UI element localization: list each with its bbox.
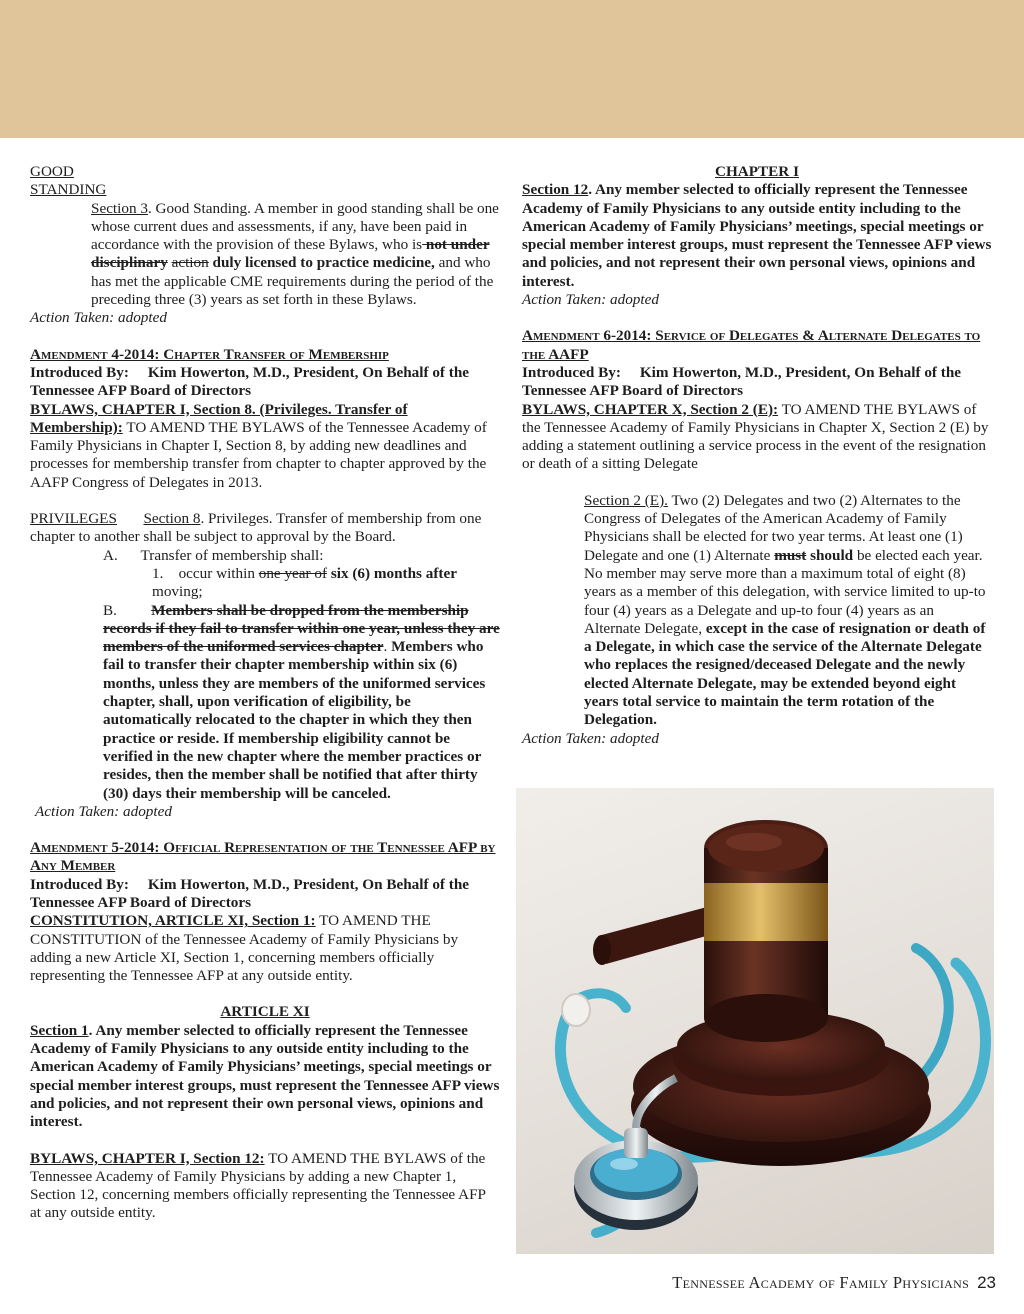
chapter-i-section-12: Section 12. Any member selected to officially represent the Tennessee Academy of Family Physicians to any outside entity including to the American Academy of Family Physicians’ meetings, special meetings or special member interest groups, must represent the Tennessee AFP views and policies, and not represent their own personal views, opinions and interest.	[522, 181, 992, 290]
amendment-6-title: Amendment 6-2014: Service of Delegates & Alternate Delegates to the AAFP	[522, 327, 981, 363]
added-text: duly licensed to practice medicine,	[208, 254, 435, 272]
struck-text: one year of	[258, 564, 328, 582]
section-3-label: Section 3	[91, 199, 148, 217]
amendment-4-intro: Introduced By: Kim Howerton, M.D., President, On Behalf of the Tennessee AFP Board of Directors	[30, 363, 470, 400]
amendment-6-intro: Introduced By: Kim Howerton, M.D., President, On Behalf of the Tennessee AFP Board of Directors	[522, 363, 962, 400]
page-footer	[672, 1274, 996, 1292]
item-b: B. Members shall be dropped from the membership records if they fail to transfer within one year, unless they are members of the uniformed services chapter. Members who fail to transfer their chapter membership within six (6) months, unless they are members of the uniformed services chapter, shall, upon verification of eligibility, be automatically relocated to the chapter in which they then practice or reside. If membership eligibility cannot be verified in the new chapter where the member practices or resides, then the member shall be notified that after thirty (30) days their membership will be canceled.	[103, 601, 500, 802]
action-taken: Action Taken: adopted	[522, 291, 659, 309]
item-a: A. Transfer of membership shall:	[103, 546, 324, 564]
action-taken: Action Taken: adopted	[522, 729, 659, 747]
footer-title: Tennessee Academy of Family Physicians	[672, 1273, 970, 1292]
left-column	[30, 163, 500, 1223]
amendment-6-reference: BYLAWS, CHAPTER X, Section 2 (E): TO AMEND THE BYLAWS of the Tennessee Academy of Family Physicians in Chapter X, Section 2 (E) by adding a statement outlining a service process in the event of the resignation or death of a sitting Delegate	[522, 400, 989, 473]
action-taken: Action Taken: adopted	[30, 309, 167, 327]
amendment-5-reference: CONSTITUTION, ARTICLE XI, Section 1: TO AMEND THE CONSTITUTION of the Tennessee Academy of Family Physicians by adding a new Article XI, Section 1, concerning members officially representing the Tennessee AFP at any outside entity.	[30, 912, 459, 985]
section-2e-paragraph: Section 2 (E). Two (2) Delegates and two (2) Alternates to the Congress of Delegates of the American Academy of Family Physicians shall be elected for two year terms. At least one (1) Delegate and one (1) Alternate must should be elected each year. No member may serve more than a maximum total of eight (8) years as a member of this delegation, with service limited to up-to four (4) years as a Delegate and up-to four (4) years as an Alternate Delegate, except in the case of resignation or death of a Delegate, in which case the service of the Alternate Delegate who replaces the resigned/deceased Delegate and the newly elected Alternate Delegate, may be extended beyond eight years total service to maintain the term rotation of the Delegation.	[584, 491, 986, 729]
struck-text: action	[171, 254, 209, 272]
struck-text: not under disciplinary	[91, 236, 490, 272]
amendment-4-reference: BYLAWS, CHAPTER I, Section 8. (Privileges. Transfer of Membership): TO AMEND THE BYLAWS of the Tennessee Academy of Family Physicians in Chapter I, Section 8, by adding new deadlines and processes for membership transfer from chapter to chapter approved by the AAFP Congress of Delegates in 2013.	[30, 400, 487, 491]
struck-text: must	[774, 546, 807, 564]
chapter-i-heading: CHAPTER I	[715, 163, 799, 180]
item-1: 1. occur within one year of six (6) months after moving;	[152, 564, 457, 601]
added-text: should	[806, 546, 854, 564]
gavel-stethoscope-photo	[516, 788, 994, 1254]
section-3-text: . Good Standing. A member in good standing shall be one whose current dues and assessments, if any, have been paid in accordance with the provision of these Bylaws, who is	[91, 199, 499, 254]
added-text: Members who fail to transfer their chapter membership within six (6) months, unless they are members of the uniformed services chapter, shall, upon verification of eligibility, be automatically relocated to the chapter in which they then practice or reside. If membership eligibility cannot be verified in the new chapter where the member practices or resides, then the member shall be notified that after thirty (30) days their membership will be canceled.	[103, 638, 486, 802]
header-band	[0, 0, 1024, 138]
margin-label-privileges: PRIVILEGES	[30, 510, 117, 528]
added-text: except in the case of resignation or death of a Delegate, in which case the service of the Alternate Delegate who replaces the resigned/deceased Delegate and the newly elected Alternate Delegate, may be extended beyond eight years total service to maintain the term rotation of the Delegation.	[584, 619, 986, 729]
right-column	[522, 163, 992, 748]
margin-label-standing: STANDING	[30, 181, 107, 199]
section-3-paragraph	[30, 200, 500, 310]
amendment-4-title: Amendment 4-2014: Chapter Transfer of Membership	[30, 345, 389, 363]
action-taken: Action Taken: adopted	[35, 802, 172, 820]
added-text: six (6) months after	[327, 564, 457, 582]
gavel-gold-band	[704, 883, 828, 941]
struck-text: Members shall be dropped from the membership records if they fail to transfer within one year, unless they are members of the uniformed services chapter	[103, 601, 500, 656]
margin-label-good: GOOD	[30, 163, 74, 180]
stethoscope-earpiece	[562, 994, 590, 1026]
amendment-5-intro: Introduced By: Kim Howerton, M.D., President, On Behalf of the Tennessee AFP Board of Directors	[30, 875, 470, 911]
article-xi-heading: ARTICLE XI	[220, 1003, 310, 1021]
gavel-stethoscope-illustration	[516, 788, 994, 1254]
privileges-paragraph: PRIVILEGES Section 8. Privileges. Transfer of membership from one chapter to another shall be subject to approval by the Board.	[30, 510, 482, 546]
section-3-text-end: and who has met the applicable CME requirements during the period of the preceding three (3) years as set forth in these Bylaws.	[91, 254, 494, 309]
page-number: 23	[977, 1273, 996, 1292]
bylaws-chapter-i-section-12-reference: BYLAWS, CHAPTER I, Section 12: TO AMEND THE BYLAWS of the Tennessee Academy of Family Physicians by adding a new Chapter 1, Section 12, concerning members officially representing the Tennessee AFP at any outside entity.	[30, 1149, 486, 1222]
amendment-5-title: Amendment 5-2014: Official Representation of the Tennessee AFP by Any Member	[30, 839, 496, 875]
article-xi-section-1: Section 1. Any member selected to officially represent the Tennessee Academy of Family Physicians to any outside entity including to the American Academy of Family Physicians’ meetings, special meetings or special member interest groups, must represent the Tennessee AFP views and policies, and not represent their own personal views, opinions and interest.	[30, 1021, 500, 1131]
